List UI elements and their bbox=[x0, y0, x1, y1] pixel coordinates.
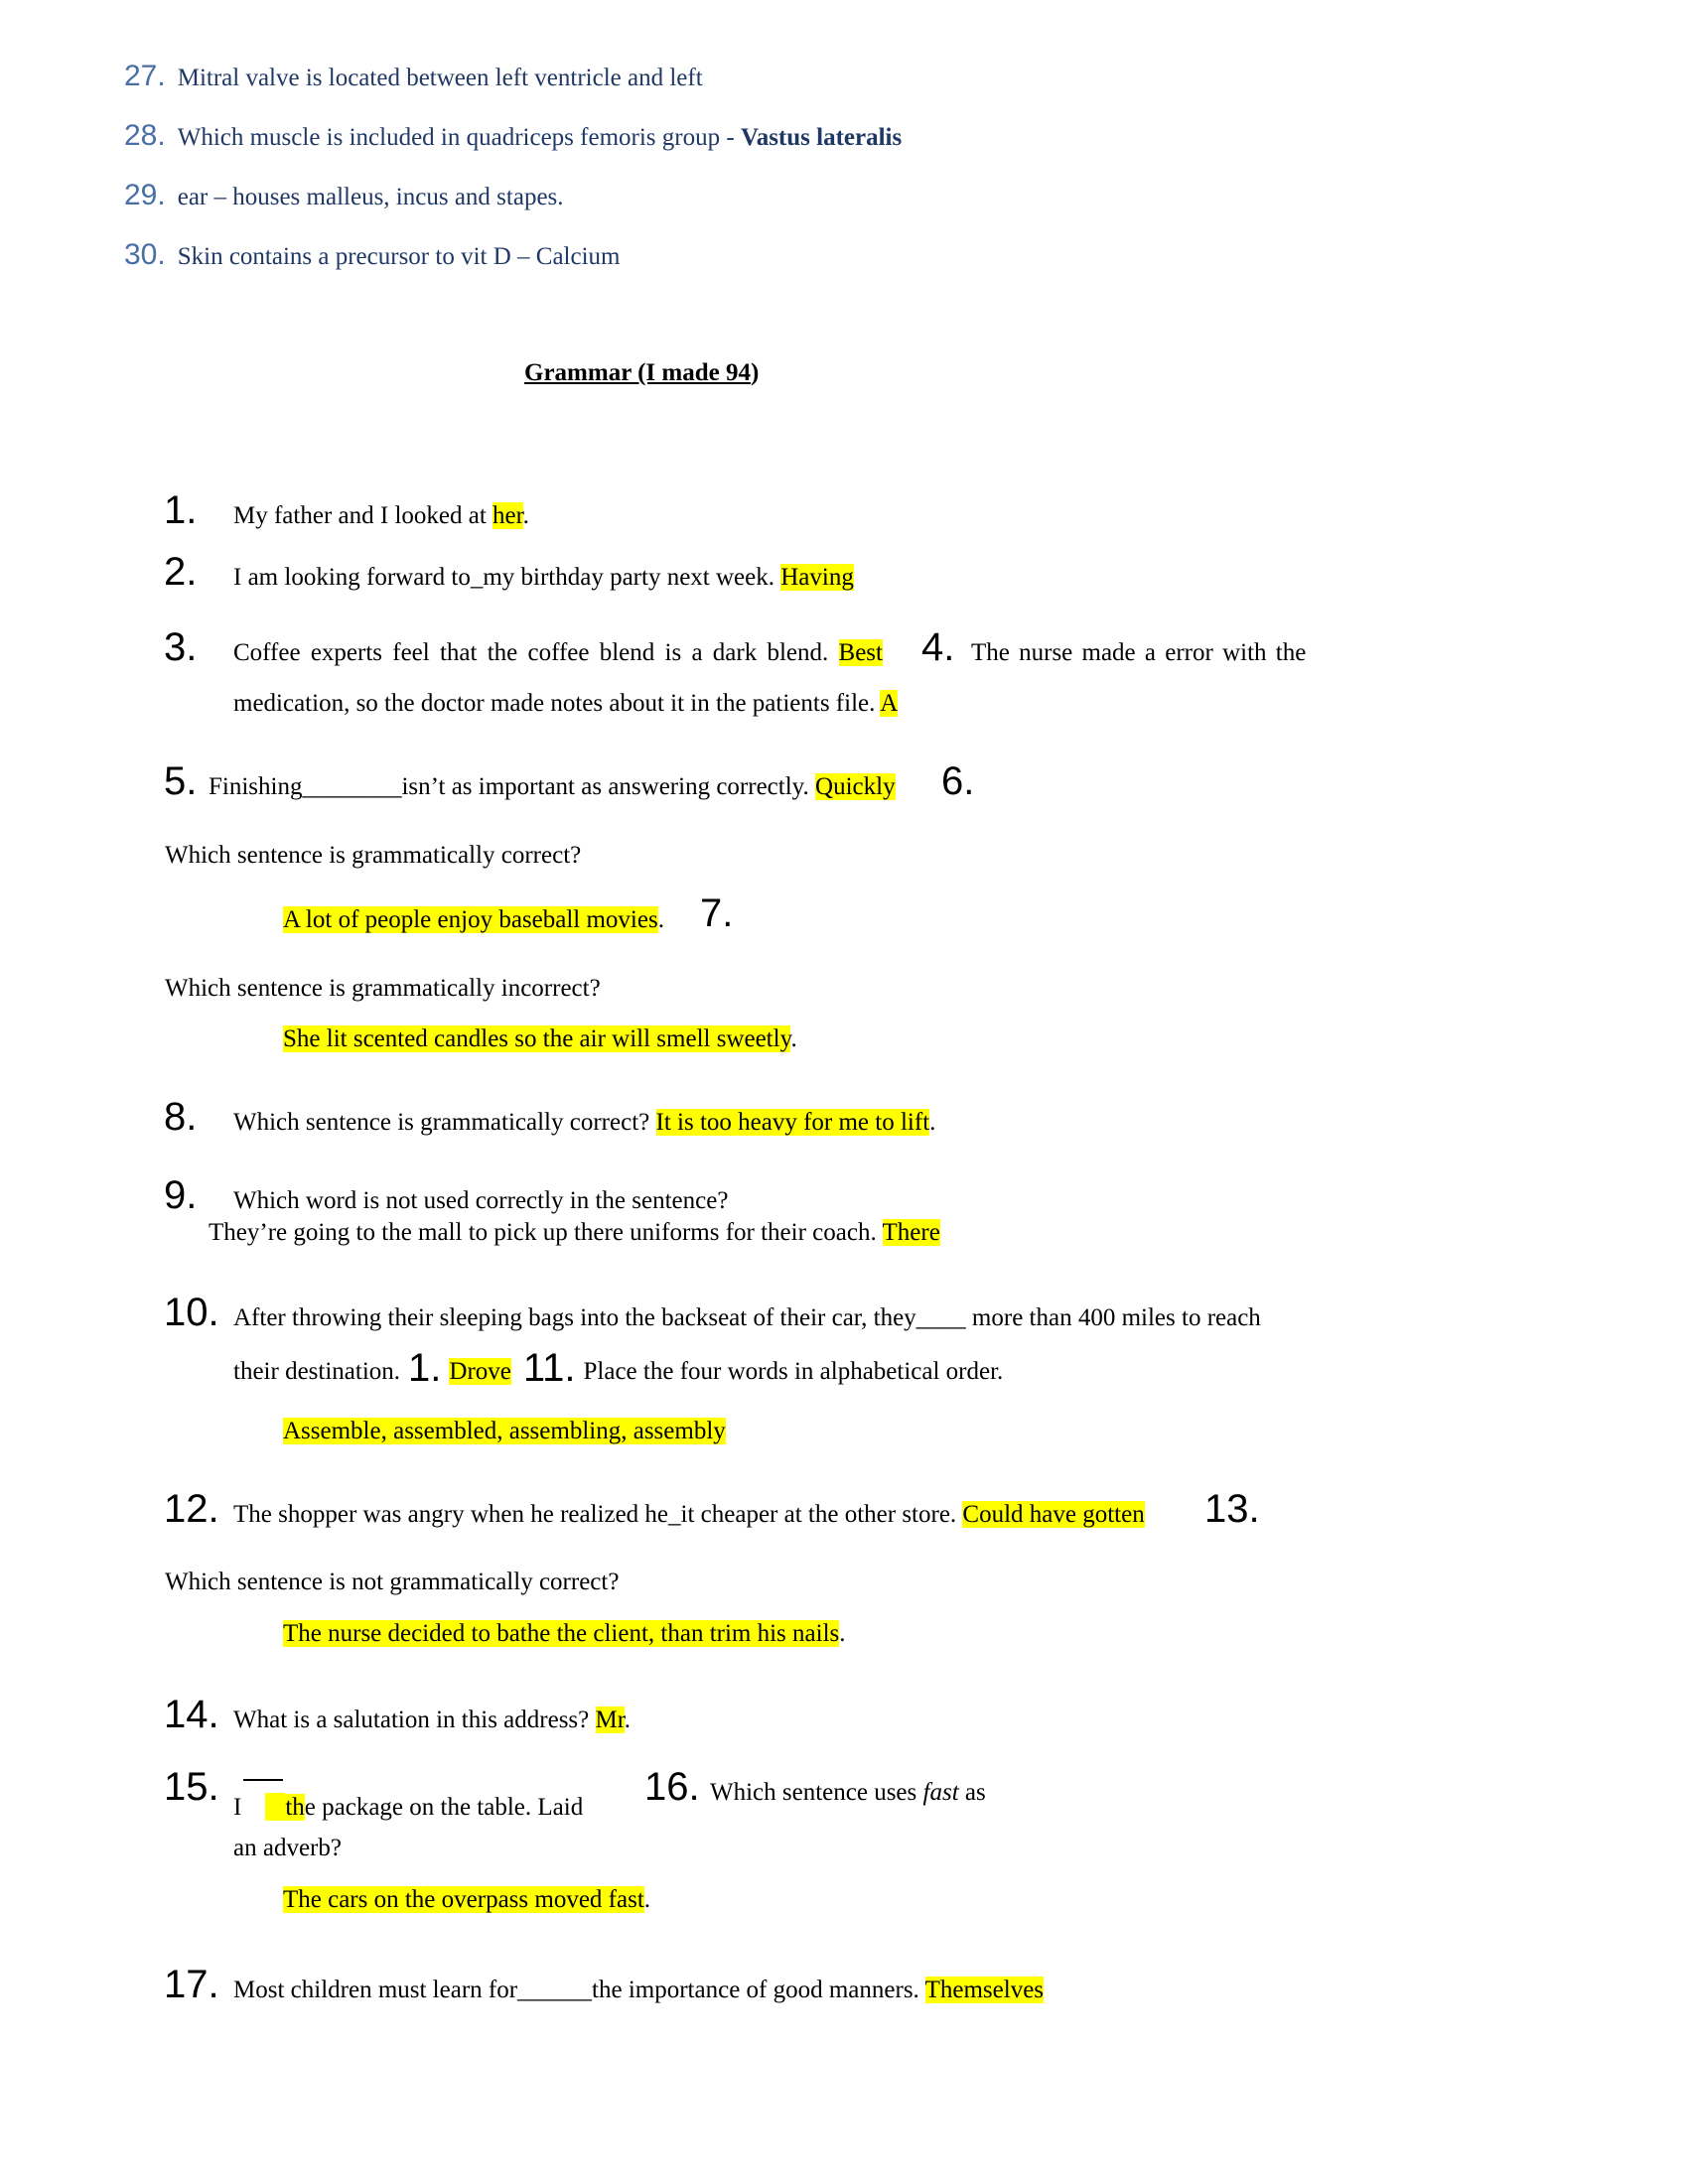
item-text: ear – houses malleus, incus and stapes. bbox=[177, 184, 564, 210]
question-4-continued bbox=[233, 690, 898, 718]
answer-blank-line bbox=[243, 1779, 283, 1781]
question-16-italic: fast bbox=[922, 1779, 959, 1806]
answer-highlight: Mr bbox=[595, 1706, 625, 1733]
question-1: 1. My father and I looked at her. bbox=[164, 488, 529, 532]
item-text: Which muscle is included in quadriceps femoris group - bbox=[177, 124, 741, 151]
question-number: 2. bbox=[164, 550, 198, 594]
item-27 bbox=[124, 60, 703, 93]
question-4 bbox=[921, 625, 1307, 670]
question-2 bbox=[164, 550, 854, 595]
question-3 bbox=[164, 625, 883, 670]
question-number: 12. bbox=[164, 1487, 219, 1531]
question-6-text: Which sentence is grammatically correct? bbox=[165, 842, 582, 869]
question-17 bbox=[164, 1963, 1045, 2007]
question-15: 15. I the package on the table. Laid 16. Which sentence uses fast as bbox=[164, 1765, 986, 1821]
question-5 bbox=[164, 759, 896, 804]
question-7-answer: She lit scented candles so the air will smell sweetly. bbox=[283, 1025, 797, 1052]
answer-highlight: her bbox=[492, 502, 523, 529]
question-12 bbox=[164, 1487, 1145, 1532]
question-9 bbox=[164, 1173, 729, 1218]
question-number: 17. bbox=[164, 1963, 219, 2006]
question-11-number: 11. bbox=[522, 1346, 576, 1390]
question-10-continued bbox=[233, 1346, 1003, 1391]
question-text: I bbox=[233, 1794, 242, 1821]
question-number: 15. bbox=[164, 1765, 219, 1809]
answer-highlight: A lot of people enjoy baseball movies bbox=[283, 906, 658, 933]
question-16-text: Which sentence uses bbox=[710, 1779, 923, 1806]
answer-highlight: The nurse decided to bathe the client, than trim his nails bbox=[283, 1620, 840, 1647]
question-text: their destination. bbox=[233, 1358, 401, 1385]
question-11-text: Place the four words in alphabetical order. bbox=[583, 1358, 1004, 1385]
question-6-number: 6. bbox=[941, 759, 975, 803]
section-title: Grammar (I made 94) bbox=[524, 359, 760, 386]
question-text: They’re going to the mall to pick up there uniforms for their coach. bbox=[209, 1219, 883, 1246]
answer-highlight-space bbox=[265, 1793, 285, 1821]
question-text: The shopper was angry when he realized he_it cheaper at the other store. bbox=[233, 1501, 957, 1528]
answer-blank: ____ bbox=[915, 1304, 966, 1331]
answer-highlight: th bbox=[285, 1794, 305, 1821]
question-text: Which sentence is grammatically correct? bbox=[233, 1109, 656, 1136]
question-text: What is a salutation in this address? bbox=[233, 1706, 596, 1733]
question-text: Which word is not used correctly in the sentence? bbox=[233, 1187, 729, 1214]
answer-highlight: There bbox=[882, 1219, 940, 1246]
question-9-continued bbox=[209, 1219, 940, 1247]
sub-number: 1. bbox=[408, 1346, 442, 1390]
question-number: 3. bbox=[164, 625, 198, 669]
question-text: Coffee experts feel that the coffee blend is a dark blend. bbox=[233, 639, 829, 666]
question-text: The nurse made a error with the bbox=[971, 639, 1307, 666]
answer-highlight: Assemble, assembled, assembling, assembly bbox=[283, 1418, 726, 1444]
question-13-answer: The nurse decided to bathe the client, than trim his nails. bbox=[283, 1620, 846, 1647]
question-number: 5. bbox=[164, 759, 198, 803]
item-30 bbox=[124, 238, 620, 272]
answer-highlight: Drove bbox=[449, 1358, 511, 1385]
question-13-text: Which sentence is not grammatically correct? bbox=[165, 1569, 620, 1595]
answer-highlight: It is too heavy for me to lift bbox=[655, 1109, 930, 1136]
question-number: 8. bbox=[164, 1095, 198, 1139]
answer-highlight: Could have gotten bbox=[962, 1501, 1145, 1528]
question-14: 14. What is a salutation in this address? Mr. bbox=[164, 1693, 631, 1736]
question-number: 1. bbox=[164, 488, 198, 532]
item-text: Skin contains a precursor to vit D – Calcium bbox=[177, 243, 621, 270]
question-number: 14. bbox=[164, 1693, 219, 1736]
question-6-answer: A lot of people enjoy baseball movies. bbox=[283, 906, 664, 933]
question-text: Finishing________isn’t as important as answering correctly. bbox=[209, 773, 809, 800]
question-text: After throwing their sleeping bags into the backseat of their car, they bbox=[233, 1304, 916, 1331]
question-number: 10. bbox=[164, 1291, 219, 1334]
item-number: 30. bbox=[124, 238, 166, 271]
question-7-number: 7. bbox=[700, 891, 734, 935]
answer-highlight: She lit scented candles so the air will smell sweetly bbox=[283, 1025, 791, 1052]
item-29 bbox=[124, 179, 564, 212]
question-16-number: 16. bbox=[644, 1765, 700, 1809]
question-16-continued: an adverb? bbox=[233, 1835, 342, 1861]
answer-highlight: Best bbox=[838, 639, 883, 666]
question-text: My father and I looked at bbox=[233, 502, 493, 529]
question-8: 8. Which sentence is grammatically correct? It is too heavy for me to lift. bbox=[164, 1095, 936, 1139]
answer-highlight: Having bbox=[780, 564, 854, 591]
question-text: Most children must learn for______the importance of good manners. bbox=[233, 1977, 925, 2003]
question-text: I am looking forward to_my birthday party next week. bbox=[233, 564, 781, 591]
answer-highlight: Quickly bbox=[815, 773, 896, 800]
question-7-text: Which sentence is grammatically incorrect? bbox=[165, 975, 601, 1002]
question-16-answer: The cars on the overpass moved fast. bbox=[283, 1886, 651, 1913]
question-11-answer bbox=[283, 1418, 726, 1445]
question-10: 10. After throwing their sleeping bags into the backseat of their car, they____ more than 400 miles to reach bbox=[164, 1291, 1261, 1334]
item-number: 27. bbox=[124, 60, 166, 92]
item-number: 29. bbox=[124, 179, 166, 211]
answer-highlight: A bbox=[880, 690, 899, 717]
question-13-number: 13. bbox=[1204, 1487, 1260, 1531]
item-answer: Vastus lateralis bbox=[740, 124, 903, 151]
question-number: 9. bbox=[164, 1173, 198, 1217]
answer-highlight: Themselves bbox=[924, 1977, 1045, 2003]
item-28 bbox=[124, 119, 902, 153]
item-text: Mitral valve is located between left ventricle and left bbox=[177, 65, 703, 91]
item-number: 28. bbox=[124, 119, 166, 152]
question-number: 4. bbox=[921, 625, 955, 669]
answer-highlight: The cars on the overpass moved fast bbox=[283, 1886, 644, 1913]
question-text: medication, so the doctor made notes about it in the patients file. bbox=[233, 690, 876, 717]
